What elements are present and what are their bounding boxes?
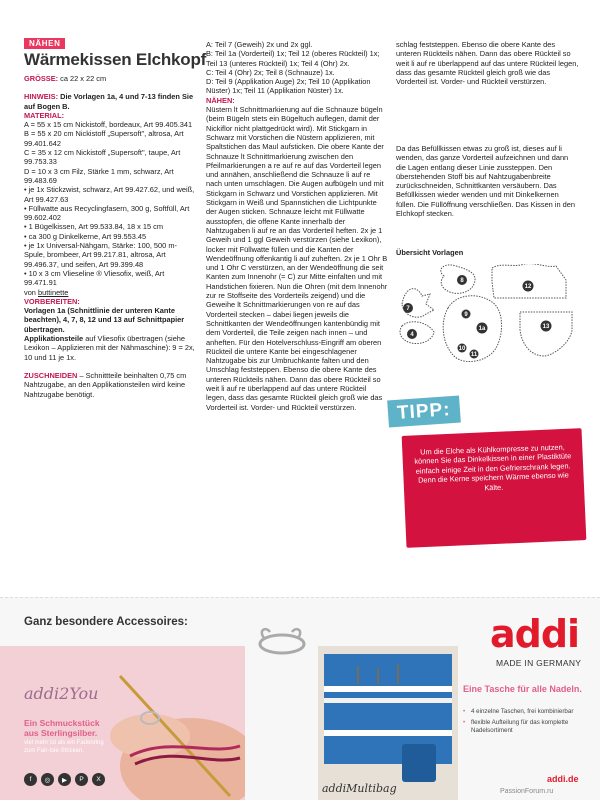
multibag-logo: addiMultibag [322,782,397,795]
material-item: D = 10 x 3 cm Filz, Stärke 1 mm, schwarz, Art 99.483.69 [24,166,174,185]
size-line [24,74,196,83]
tip-label: TIPP: [387,396,460,428]
advertisement [0,597,600,800]
label-7: 7 [406,306,410,312]
material-item: • Füllwatte aus Recyclingfasern, 300 g, Softfüll, Art 99.602.402 [24,203,190,223]
pattern-overview-diagram [396,264,586,369]
column-3 [396,40,580,257]
label-9: 9 [464,312,468,318]
sew-text-2: Da das Befüllkissen etwas zu groß ist, dieses auf li wenden, das ganze Vorderteil aufzeichnen und dann die Lagen entlang dieser Linie zussteppen. Den überstehenden Stoff bis auf Nahtzugabenbreite zurückschneiden, Schnittkanten versäubern. Das Befüllkissen wieder wenden und mit Dinkelkernen füllen. Die Füllöffnung verschließen. Das Kissen in den Elchkopf stecken. [396,144,575,219]
hint-text: Die Vorlagen 1a, 4 und 7-13 finden Sie auf Bogen B. [24,92,194,111]
material-item: • ca 300 g Dinkelkerne, Art 99.553.45 [24,231,147,241]
hint-line [24,92,196,111]
site-link[interactable]: addi.de [547,774,579,784]
column-2 [206,40,388,475]
sew-text-continued: schlag feststeppen. Ebenso die obere Kante des unteren Rückteils nähen. Dann das obere Rückteil so weit li auf re überlappend auf das untere Rückteil legen, dass das gesamte Rückteil gleich groß wie das Vorderteil ist. Vorder- und Rückteil verstürzen. [396,40,579,87]
tip-box [402,428,587,548]
social-links [24,773,105,786]
ring-product-image [252,620,312,660]
applic-line [24,334,196,362]
cut-text: – Schnittteile beinhalten 0,75 cm Nahtzugabe, an den Applikationsteilen wird keine Nahtzugabe benötigt. [24,370,187,399]
multibag-photo [318,646,458,800]
antler-shape [402,289,434,318]
youtube-icon[interactable]: ▶ [58,773,71,786]
column-1 [24,74,196,399]
watermark: PassionForum.ru [500,788,554,795]
ring-subtitle: viel mehr ist als ein Fadenring zum Fair-Isle-Stricken. [24,740,104,754]
material-item: • je 1x Universal-Nähgarn, Stärke: 100, 500 m-Spule, brombeer, Art 99.217.81, altrosa, Art 99.496.37, und seifen, Art 99.399.48 [24,241,177,269]
cut-line [24,371,196,399]
size-label: GRÖSSE: [24,74,59,83]
label-4: 4 [410,332,414,338]
prep-text: Vorlagen 1a (Schnittlinie der unteren Kante beachten), 4, 7, 8, 12 und 13 auf Schnittpapier übertragen. [24,306,185,334]
material-heading: MATERIAL: [24,110,65,120]
instagram-icon[interactable]: ◎ [41,773,54,786]
from-label: von [24,287,38,297]
prep-heading: VORBEREITEN: [24,296,80,306]
label-1a: 1a [478,326,486,332]
bag-feature-list [463,708,583,737]
material-list [24,120,196,297]
ear-shape [400,322,434,344]
article-title: Wärmekissen Elchkopf [24,50,207,69]
sew-heading: NÄHEN: [206,95,235,105]
ring-title: Ein Schmuckstück aus Sterlingsilber. [24,718,100,738]
parts-item: C: Teil 4 (Ohr) 2x; Teil 8 (Schnauze) 1x. [206,67,335,77]
label-8: 8 [460,278,464,284]
label-13: 13 [542,324,550,330]
material-item: • 1 Bügelkissen, Art 99.533.84, 18 x 15 cm [24,222,163,232]
applic-label: Applikationsteile [24,334,84,344]
ad-heading: Ganz besondere Accessoires: [24,616,188,628]
parts-item: D: Teil 9 (Applikation Auge) 2x; Teil 10 (Applikation Nüster) 1x; Teil 11 (Applikation Nüster) 1x. [206,77,371,96]
hint-label: HINWEIS: [24,92,59,102]
diagram-title: Übersicht Vorlagen [396,248,464,257]
pinterest-icon[interactable]: P [75,773,88,786]
bag-title: Eine Tasche für alle Nadeln. [463,684,582,694]
sew-text: Nüstern lt Schnittmarkierung auf die Schnauze bügeln (beim Bügeln stets ein Bügeltuch auflegen, damit der Nickiflor nicht plattgedrückt wird). Mit Stickgarn in Schwarz mit Vorstichen die Nüstern applizieren, mit Spaltstichen das Maul aufsticken. Die obere Kante der Schnauze lt Schnittmarkierung zwischen den Pfeilmarkierungen a re auf re auf das Vorderteil legen und annähen, anschließend die Schnauze li auf re nach unten umschlagen. Die Augen aufbügeln und mit Stickgarn in Schwarz und Vorstichen applizieren. Mit Stickgarn in Weiß und Spannstichen die Lichtpunkte der Augen sticken. Schnauze leicht mit Füllwatte ausstopfen, die offene Kante innerhalb der Nahtzugaben li auf re an das Vorderteil heften. 2x je 1 Geweih und 1 ggl Geweih verstürzen (siehe Lexikon), locker mit Füllwatte füllen und die Kanten der Wendeöffnung offenkantig li auf zuheften. 2x je 1 Ohr B und 1 Ohr C verstürzen, an der Wendeöffnung die seit Kanten zum Innenohr (= C) zur Mitte einfalten und mit Handstichen fixieren. Nun die Ohren (mit dem Innenohr zur re Stoffseite des Vorderteils zeigend) und die Geweihe lt Schnittmarkierungen von re auf das Vorderteil stecken – dabei liegen jeweils die Schnittkanten der Wendeöffnungen kantenbündig mit dem Vorderteil, die Teile zeigen nach innen – und anheften. Für den Hotelverschluss-Eingriff am oberen Rückteil die untere Kante bei eingeschlagener Nahtzugabe bis zur Umbruchkante falten und den Umschlag feststeppen. Ebenso die obere Kante des unteren Rückteils nähen. Dann das obere Rückteil so weit li auf re überlappend auf das untere Rückteil legen, dass das gesamte Rückteil gleich groß wie das Vorderteil ist. Vorder- und Rückteil verstürzen. [206,105,388,412]
applic-text: auf Vliesofix übertragen (siehe Lexikon – Applizieren mit der Nähmaschine): 9 = 2x, 10 und 11 je 1x. [24,334,195,362]
material-item: A = 55 x 15 cm Nickistoff, bordeaux, Art 99.405.341 [24,120,193,130]
addi-logo: addi [490,612,580,656]
category-kicker: NÄHEN [24,38,65,49]
material-item: B = 55 x 20 cm Nickistoff „Supersoft", altrosa, Art 99.401.642 [24,129,184,148]
material-item: • 10 x 3 cm Vlieseline ® Vliesofix, weiß, Art 99.471.91 [24,268,165,288]
size-value: ca 22 x 22 cm [58,74,107,83]
made-in-germany: MADE IN GERMANY [496,658,582,668]
multibag-illustration [318,646,458,800]
tip-text: Um die Elche als Kühlkompresse zu nutzen, können Sie das Dinkelkissen in einer Plastiktüte einfach einige Zeit in den Gefrierschrank legen. Denn die Kerne speichern Wärme ebenso wie Kälte. [414,442,572,492]
addi2you-logo: addi2You [24,684,99,703]
parts-item: B: Teil 1a (Vorderteil) 1x; Teil 12 (oberes Rückteil) 1x; Teil 13 (unteres Rückteil) 1x; Teil 4 (Ohr) 2x. [206,49,380,68]
material-item: C = 35 x 12 cm Nickistoff „Supersoft", taupe, Art 99.753.33 [24,148,181,167]
material-item: • je 1x Stickzwist, schwarz, Art 99.427.62, und weiß, Art 99.427.63 [24,185,195,204]
brand-link[interactable]: buttinette [37,287,69,297]
cut-label: ZUSCHNEIDEN [24,370,78,380]
bag-feature: • 4 einzelne Taschen, frei kombinierbar [463,708,583,716]
parts-item: A: Teil 7 (Geweih) 2x und 2x ggl. [206,40,313,49]
facebook-icon[interactable]: f [24,773,37,786]
bag-feature: • flexible Aufteilung für das komplette Nadelsortiment [463,719,583,735]
label-12: 12 [524,284,532,290]
source-line [24,288,196,297]
x-icon[interactable]: X [92,773,105,786]
label-10: 10 [458,346,466,352]
back-bottom-shape [520,312,572,356]
label-11: 11 [470,352,478,358]
